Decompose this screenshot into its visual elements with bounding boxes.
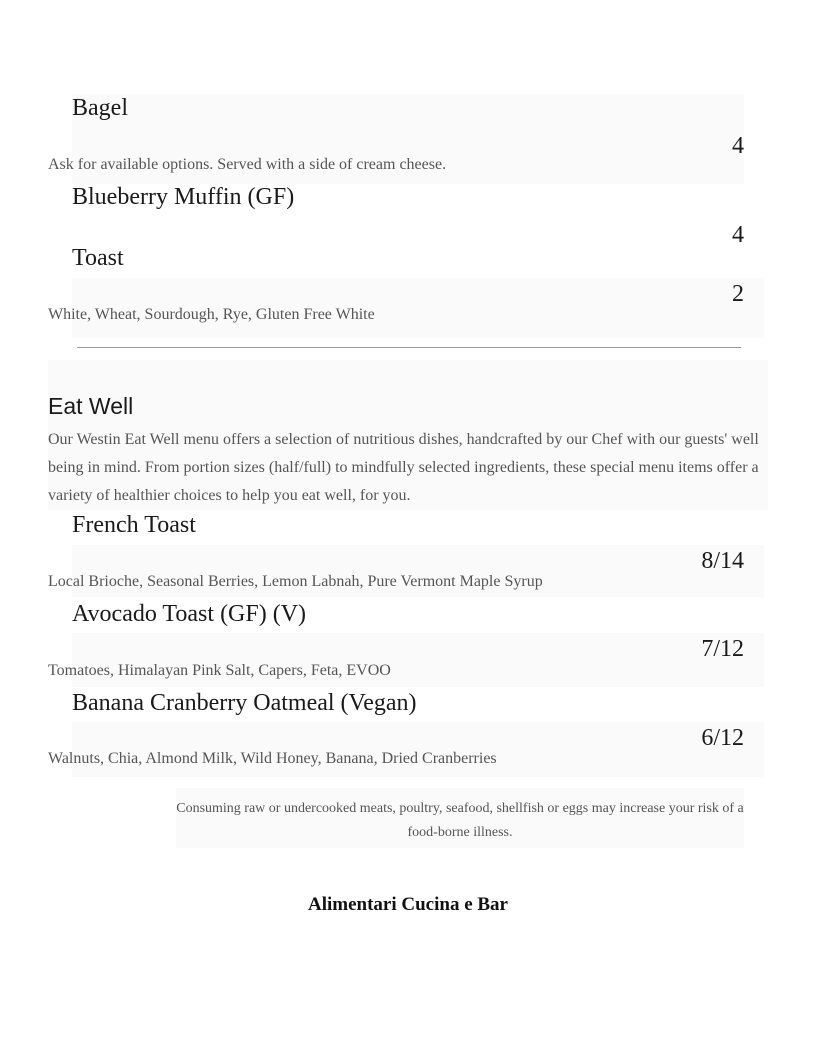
menu-item-price-avocado-toast: 7/12 <box>701 636 744 662</box>
section-title-eat-well: Eat Well <box>48 393 134 419</box>
section-description-eat-well: Our Westin Eat Well menu offers a selection of nutritious dishes, handcrafted by our Chef with our guests' well being in mind. From portion sizes (half/full) to mindfully selected ingredients, these special menu items offer a variety of healthier choices to help you eat well, for you. <box>48 431 759 504</box>
menu-item-name-bagel: Bagel <box>72 95 128 121</box>
menu-item-price-bagel: 4 <box>732 133 744 159</box>
menu-item-name-blueberry-muffin: Blueberry Muffin (GF) <box>72 184 295 210</box>
menu-item-name-toast: Toast <box>72 245 124 271</box>
menu-item-desc-oatmeal: Walnuts, Chia, Almond Milk, Wild Honey, Banana, Dried Cranberries <box>48 750 497 767</box>
menu-item-desc-french-toast: Local Brioche, Seasonal Berries, Lemon Labnah, Pure Vermont Maple Syrup <box>48 573 543 590</box>
section-divider <box>77 347 741 348</box>
food-safety-notice: Consuming raw or undercooked meats, poultry, seafood, shellfish or eggs may increase your risk of a food-borne illness. <box>176 801 744 840</box>
menu-item-price-blueberry-muffin: 4 <box>732 222 744 248</box>
menu-item-desc-avocado-toast: Tomatoes, Himalayan Pink Salt, Capers, Feta, EVOO <box>48 662 391 679</box>
menu-item-desc-bagel: Ask for available options. Served with a side of cream cheese. <box>48 156 447 173</box>
menu-item-name-oatmeal: Banana Cranberry Oatmeal (Vegan) <box>72 690 417 716</box>
menu-item-price-french-toast: 8/14 <box>701 548 744 574</box>
menu-item-price-oatmeal: 6/12 <box>701 725 744 751</box>
menu-item-price-toast: 2 <box>732 281 744 307</box>
menu-item-desc-toast: White, Wheat, Sourdough, Rye, Gluten Free White <box>48 306 375 323</box>
restaurant-name-footer: Alimentari Cucina e Bar <box>307 894 508 915</box>
menu-item-name-french-toast: French Toast <box>72 512 196 538</box>
menu-item-name-avocado-toast: Avocado Toast (GF) (V) <box>72 601 307 627</box>
